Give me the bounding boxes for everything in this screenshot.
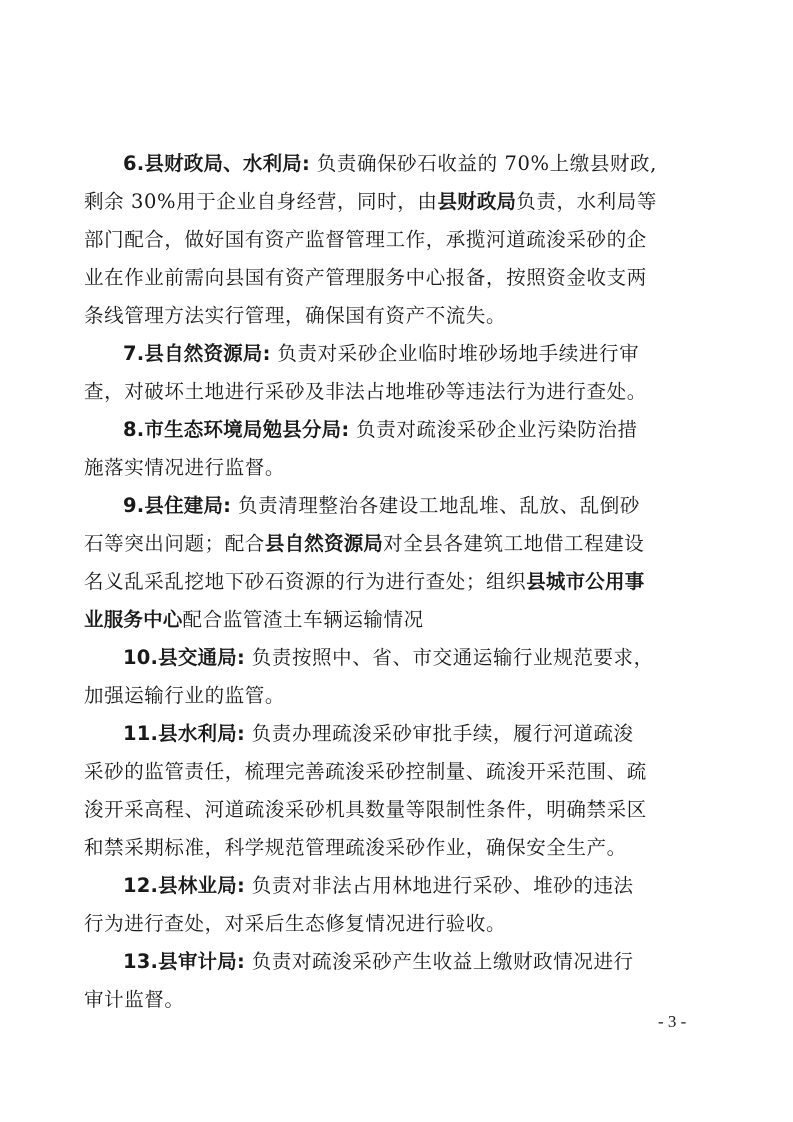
text-line xyxy=(84,791,704,829)
body-text: 负责对疏浚采砂产生收益上缴财政情况进行 xyxy=(244,950,634,973)
bold-text: 11.县水利局: xyxy=(123,722,245,745)
body-text: 审计监督。 xyxy=(84,988,185,1011)
body-text: 石等突出问题；配合 xyxy=(84,532,265,555)
text-line xyxy=(84,639,704,677)
text-line xyxy=(84,601,704,639)
body-text: 名义乱采乱挖地下砂石资源的行为进行查处；组织 xyxy=(84,570,527,593)
text-line xyxy=(84,753,704,791)
paragraph xyxy=(84,715,704,867)
document-body xyxy=(84,145,704,1019)
paragraph xyxy=(84,639,704,715)
body-text: 配合监管渣土车辆运输情况 xyxy=(182,608,424,631)
text-line xyxy=(84,145,704,183)
body-text: 负责按照中、省、市交通运输行业规范要求， xyxy=(244,646,654,669)
bold-text: 7.县自然资源局: xyxy=(123,342,271,365)
bold-text: 10.县交通局: xyxy=(123,646,245,669)
bold-text: 13.县审计局: xyxy=(123,950,245,973)
text-line xyxy=(84,563,704,601)
text-line xyxy=(84,525,704,563)
bold-text: 6.县财政局、水利局: xyxy=(123,152,310,175)
body-text: 行为进行查处，对采后生态修复情况进行验收。 xyxy=(84,912,507,935)
body-text: 查，对破坏土地进行采砂及非法占地堆砂等违法行为进行查处。 xyxy=(84,380,647,403)
bold-text: 9.县住建局: xyxy=(123,494,232,517)
body-text: 负责对非法占用林地进行采砂、堆砂的违法 xyxy=(244,874,634,897)
paragraph xyxy=(84,145,704,335)
body-text: 加强运输行业的监管。 xyxy=(84,684,286,707)
text-line xyxy=(84,677,704,715)
paragraph xyxy=(84,411,704,487)
body-text: 和禁采期标准，科学规范管理疏浚采砂作业，确保安全生产。 xyxy=(84,836,627,859)
body-text: 负责清理整治各建设工地乱堆、乱放、乱倒砂 xyxy=(231,494,640,517)
body-text: 负责对疏浚采砂企业污染防治措 xyxy=(349,418,638,441)
text-line xyxy=(84,221,704,259)
body-text: 负责办理疏浚采砂审批手续，履行河道疏浚 xyxy=(244,722,634,745)
text-line xyxy=(84,487,704,525)
bold-text: 县财政局 xyxy=(437,190,517,213)
bold-text: 业服务中心 xyxy=(84,608,183,631)
text-line xyxy=(84,829,704,867)
paragraph xyxy=(84,943,704,1019)
text-line xyxy=(84,183,704,221)
text-line xyxy=(84,411,704,449)
text-line xyxy=(84,373,704,411)
text-line xyxy=(84,449,704,487)
paragraph xyxy=(84,867,704,943)
body-text: 剩余 30%用于企业自身经营，同时，由 xyxy=(84,190,438,213)
body-text: 采砂的监管责任，梳理完善疏浚采砂控制量、疏浚开采范围、疏 xyxy=(84,760,647,783)
text-line xyxy=(84,867,704,905)
text-line xyxy=(84,335,704,373)
text-line xyxy=(84,981,704,1019)
text-line xyxy=(84,715,704,753)
body-text: 浚开采高程、河道疏浚采砂机具数量等限制性条件，明确禁采区 xyxy=(84,798,647,821)
body-text: 负责，水利局等 xyxy=(516,190,657,213)
body-text: 部门配合，做好国有资产监督管理工作，承揽河道疏浚采砂的企 xyxy=(84,228,647,251)
paragraph xyxy=(84,335,704,411)
body-text: 条线管理方法实行管理，确保国有资产不流失。 xyxy=(84,304,507,327)
paragraph xyxy=(84,487,704,639)
text-line xyxy=(84,259,704,297)
body-text: 施落实情况进行监督。 xyxy=(84,456,286,479)
bold-text: 12.县林业局: xyxy=(123,874,245,897)
bold-text: 县自然资源局 xyxy=(264,532,384,555)
text-line xyxy=(84,905,704,943)
text-line xyxy=(84,943,704,981)
body-text: 对全县各建筑工地借工程建设 xyxy=(383,532,645,555)
page-number: - 3 - xyxy=(658,1012,687,1031)
body-text: 负责确保砂石收益的 70%上缴县财政, xyxy=(309,152,657,175)
body-text: 业在作业前需向县国有资产管理服务中心报备，按照资金收支两 xyxy=(84,266,647,289)
text-line xyxy=(84,297,704,335)
bold-text: 8.市生态环境局勉县分局: xyxy=(123,418,350,441)
bold-text: 县城市公用事 xyxy=(526,570,645,593)
body-text: 负责对采砂企业临时堆砂场地手续进行审 xyxy=(270,342,640,365)
